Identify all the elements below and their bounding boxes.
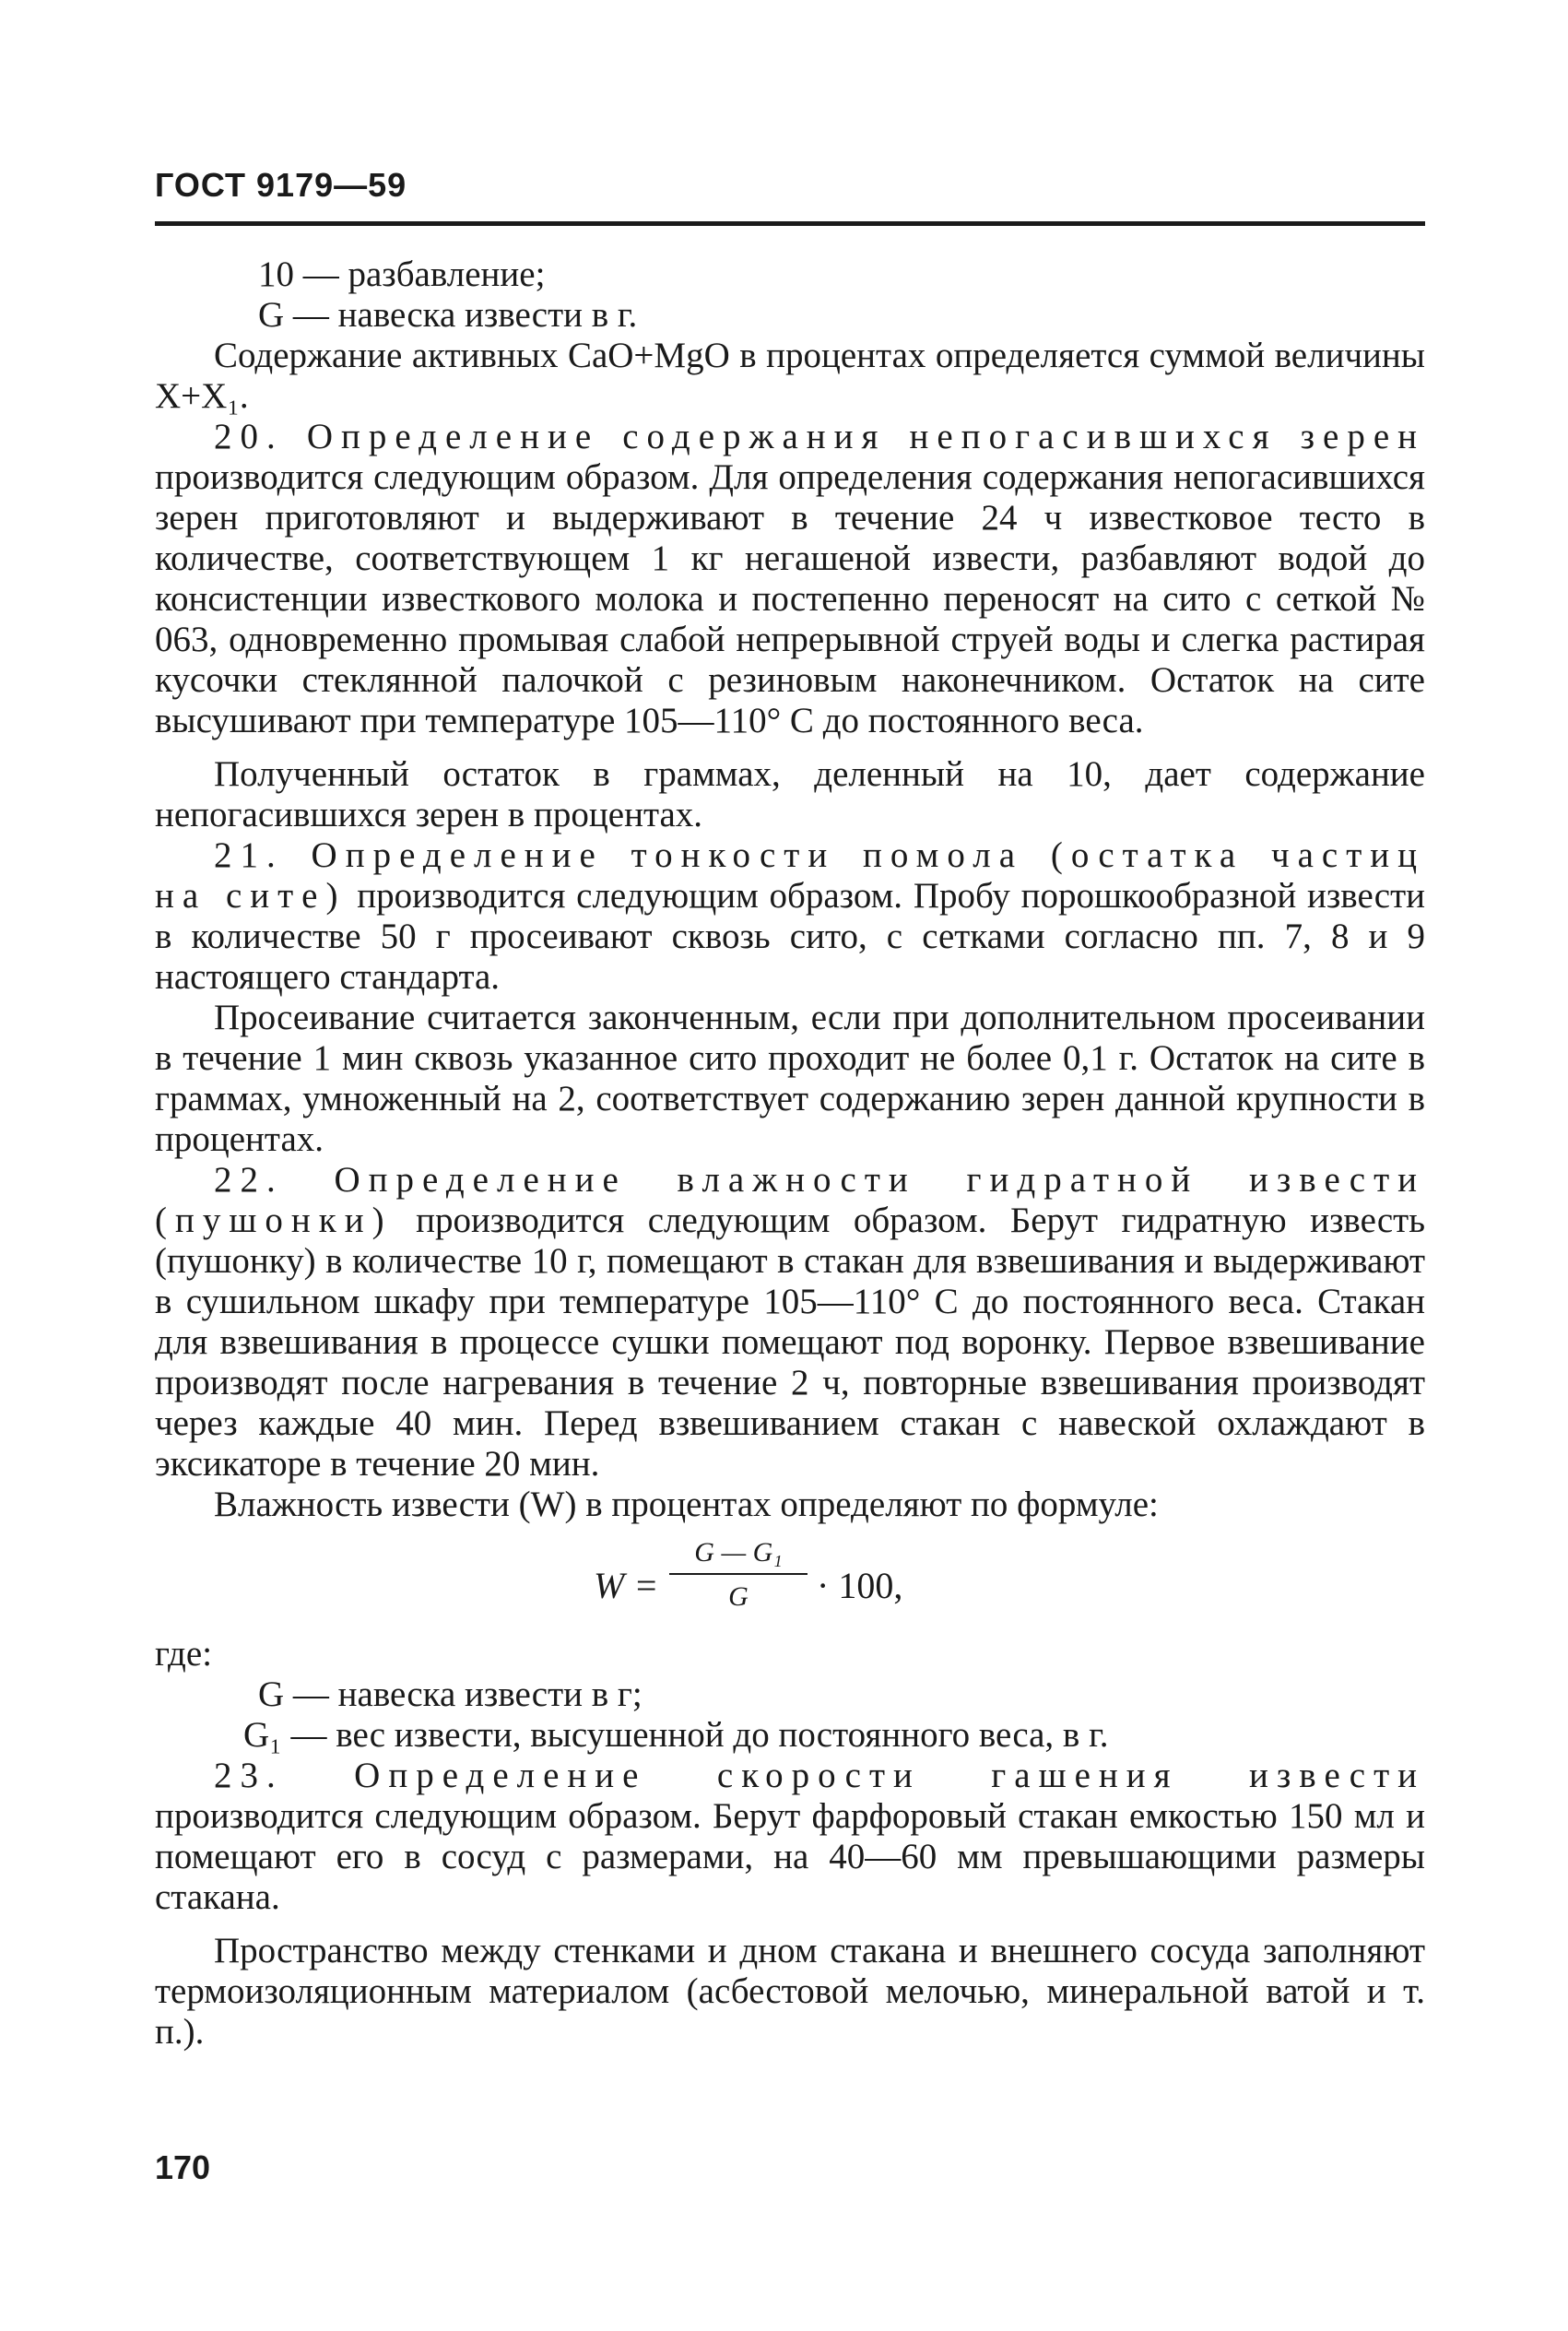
definition-g: G — навеска извести в г; [258,1674,643,1714]
formula-rhs: · 100, [817,1565,903,1606]
definition-dilution: 10 — разбавление; [258,254,546,294]
moisture-formula [155,1534,1425,1630]
document-page [155,0,1425,2331]
formula-numerator: G — G₁ [694,1537,783,1568]
formula-lhs: W = [594,1565,659,1606]
page-number: 170 [155,2148,211,2186]
paragraph-moisture-intro: Влажность извести (W) в процентах определяют по формуле: [214,1485,1159,1524]
definition-sample-weight: G — навеска извести в г. [258,295,638,335]
paragraph-active-oxides: Содержание активных CaO+MgO в процентах определяется суммой величины X+X₁. [155,336,1425,416]
paragraph-23-body: производится следующим образом. Берут фарфоровый стакан емкостью 150 мл и помещают его в сосуд с размерами, на 40—60 мм превышающими размеры стакана. [155,1796,1425,1917]
where-label: где: [155,1634,213,1674]
paragraph-22-heading: 22. Определение влажности гидратной извести (пушонки) [155,1160,1425,1240]
paragraph-21-body: производится следующим образом. Пробу порошкообразной извести в количестве 50 г просеивают сквозь сито, с сетками согласно пп. 7, 8 и 9 настоящего стандарта. [155,876,1425,997]
header-rule [155,221,1425,226]
paragraph-20-heading: 20. Определение содержания непогасившихся зерен [214,417,1425,456]
formula-fraction-bar [669,1573,808,1575]
paragraph-20-body: производится следующим образом. Для определения содержания непогасившихся зерен приготовляют и выдерживают в течение 24 ч известковое тесто в количестве, соответствующем 1 кг негашеной извести, разбавляют водой до консистенции известкового молока и постепенно переносят на сито с сеткой № 063, одновременно промывая слабой непрерывной струей воды и слегка растирая кусочки стеклянной палочкой с резиновым наконечником. Остаток на сите высушивают при температуре 105—110° С до постоянного веса. [155,457,1425,740]
document-header: ГОСТ 9179—59 [155,166,407,204]
formula-fraction [669,1534,808,1615]
paragraph-22 [155,1160,1425,1485]
paragraph-21-end: Просеивание считается законченным, если при дополнительном просеивании в течение 1 мин сквозь указанное сито проходит не более 0,1 г. Остаток на сите в граммах, умноженный на 2, соответствует содержанию зерен данной крупности в процентах. [155,998,1425,1159]
paragraph-22-body: производится следующим образом. Берут гидратную известь (пушонку) в количестве 10 г, помещают в стакан для взвешивания и выдерживают в сушильном шкафу при температуре 105—110° С до постоянного веса. Стакан для взвешивания в процессе сушки помещают под воронку. Первое взвешивание производят после нагревания в течение 2 ч, повторные взвешивания производят через каждые 40 мин. Перед взвешиванием стакан с навеской охлаждают в эксикаторе в течение 20 мин. [155,1201,1425,1484]
definition-g1: G₁ — вес извести, высушенной до постоянного веса, в г. [243,1715,1109,1755]
paragraph-21 [155,835,1425,998]
paragraph-23 [155,1756,1425,1918]
paragraph-20-result: Полученный остаток в граммах, деленный на 10, дает содержание непогасившихся зерен в процентах. [155,754,1425,834]
paragraph-23-heading: 23. Определение скорости гашения извести [214,1756,1425,1795]
paragraph-21-heading: 21. Определение тонкости помола (остатка частиц на сите) [155,835,1425,916]
document-body [155,254,1425,2053]
paragraph-space-fill: Пространство между стенками и дном стакана и внешнего сосуда заполняют термоизоляционным материалом (асбестовой мелочью, минеральной ватой и т. п.). [155,1931,1425,2052]
paragraph-20 [155,417,1425,741]
formula-denominator: G [728,1581,749,1612]
